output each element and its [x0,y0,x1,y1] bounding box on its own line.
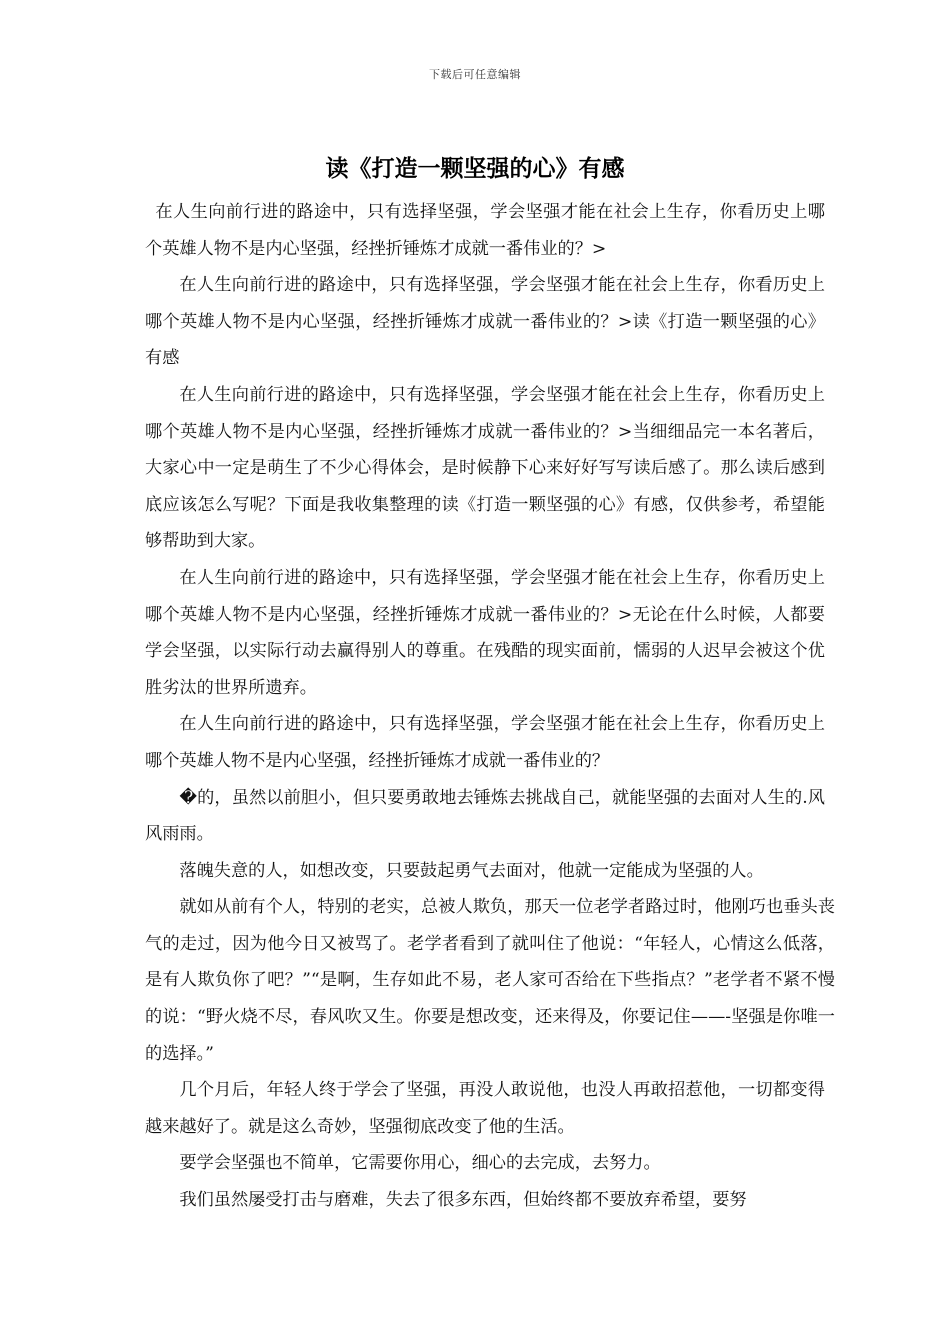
paragraph-9: 几个月后，年轻人终于学会了坚强，再没人敢说他，也没人再敢招惹他，一切都变得越来越好了。就是这么奇妙，坚强彻底改变了他的生活。 [145,1080,825,1137]
paragraph-3: 在人生向前行进的路途中，只有选择坚强，学会坚强才能在社会上生存，你看历史上哪个英雄人物不是内心坚强，经挫折锤炼才成就一番伟业的？>当细细品完一本名著后，大家心中一定是萌生了不少心得体会，是时候静下心来好好写写读后感了。那么读后感到底应该怎么写呢？下面是我收集整理的读《打造一颗坚强的心》有感，仅供参考，希望能够帮助到大家。 [145,384,825,552]
paragraph-7: 落魄失意的人，如想改变，只要鼓起勇气去面对，他就一定能成为坚强的人。 [179,860,764,881]
document-title: 读《打造一颗坚强的心》有感 [325,156,625,182]
header-note: 下载后可任意编辑 [429,68,521,81]
paragraph-4: 在人生向前行进的路途中，只有选择坚强，学会坚强才能在社会上生存，你看历史上哪个英雄人物不是内心坚强，经挫折锤炼才成就一番伟业的？>无论在什么时候，人都要学会坚强，以实际行动去赢得别人的尊重。在残酷的现实面前，懦弱的人迟早会被这个优胜劣汰的世界所遗弃。 [145,567,825,698]
paragraph-2: 在人生向前行进的路途中，只有选择坚强，学会坚强才能在社会上生存，你看历史上哪个英雄人物不是内心坚强，经挫折锤炼才成就一番伟业的？>读《打造一颗坚强的心》有感 [145,275,825,369]
paragraph-6: �的，虽然以前胆小，但只要勇敢地去锤炼去挑战自己，就能坚强的去面对人生的.风风雨雨。 [145,787,825,845]
paragraph-5: 在人生向前行进的路途中，只有选择坚强，学会坚强才能在社会上生存，你看历史上哪个英雄人物不是内心坚强，经挫折锤炼才成就一番伟业的？ [145,714,825,771]
paragraph-1: 在人生向前行进的路途中，只有选择坚强，学会坚强才能在社会上生存，你看历史上哪个英雄人物不是内心坚强，经挫折锤炼才成就一番伟业的？> [145,202,825,259]
paragraph-10: 要学会坚强也不简单，它需要你用心，细心的去完成，去努力。 [179,1153,661,1174]
document-body [145,194,835,1219]
paragraph-11: 我们虽然屡受打击与磨难，失去了很多东西，但始终都不要放弃希望，要努 [179,1190,747,1211]
paragraph-8: 就如从前有个人，特别的老实，总被人欺负，那天一位老学者路过时，他刚巧也垂头丧气的走过，因为他今日又被骂了。老学者看到了就叫住了他说：“年轻人，心情这么低落，是有人欺负你了吧？”“是啊，生存如此不易，老人家可否给在下些指点？”老学者不紧不慢的说：“野火烧不尽，春风吹又生。你要是想改变，还来得及，你要记住——-坚强是你唯一的选择。” [145,897,835,1064]
